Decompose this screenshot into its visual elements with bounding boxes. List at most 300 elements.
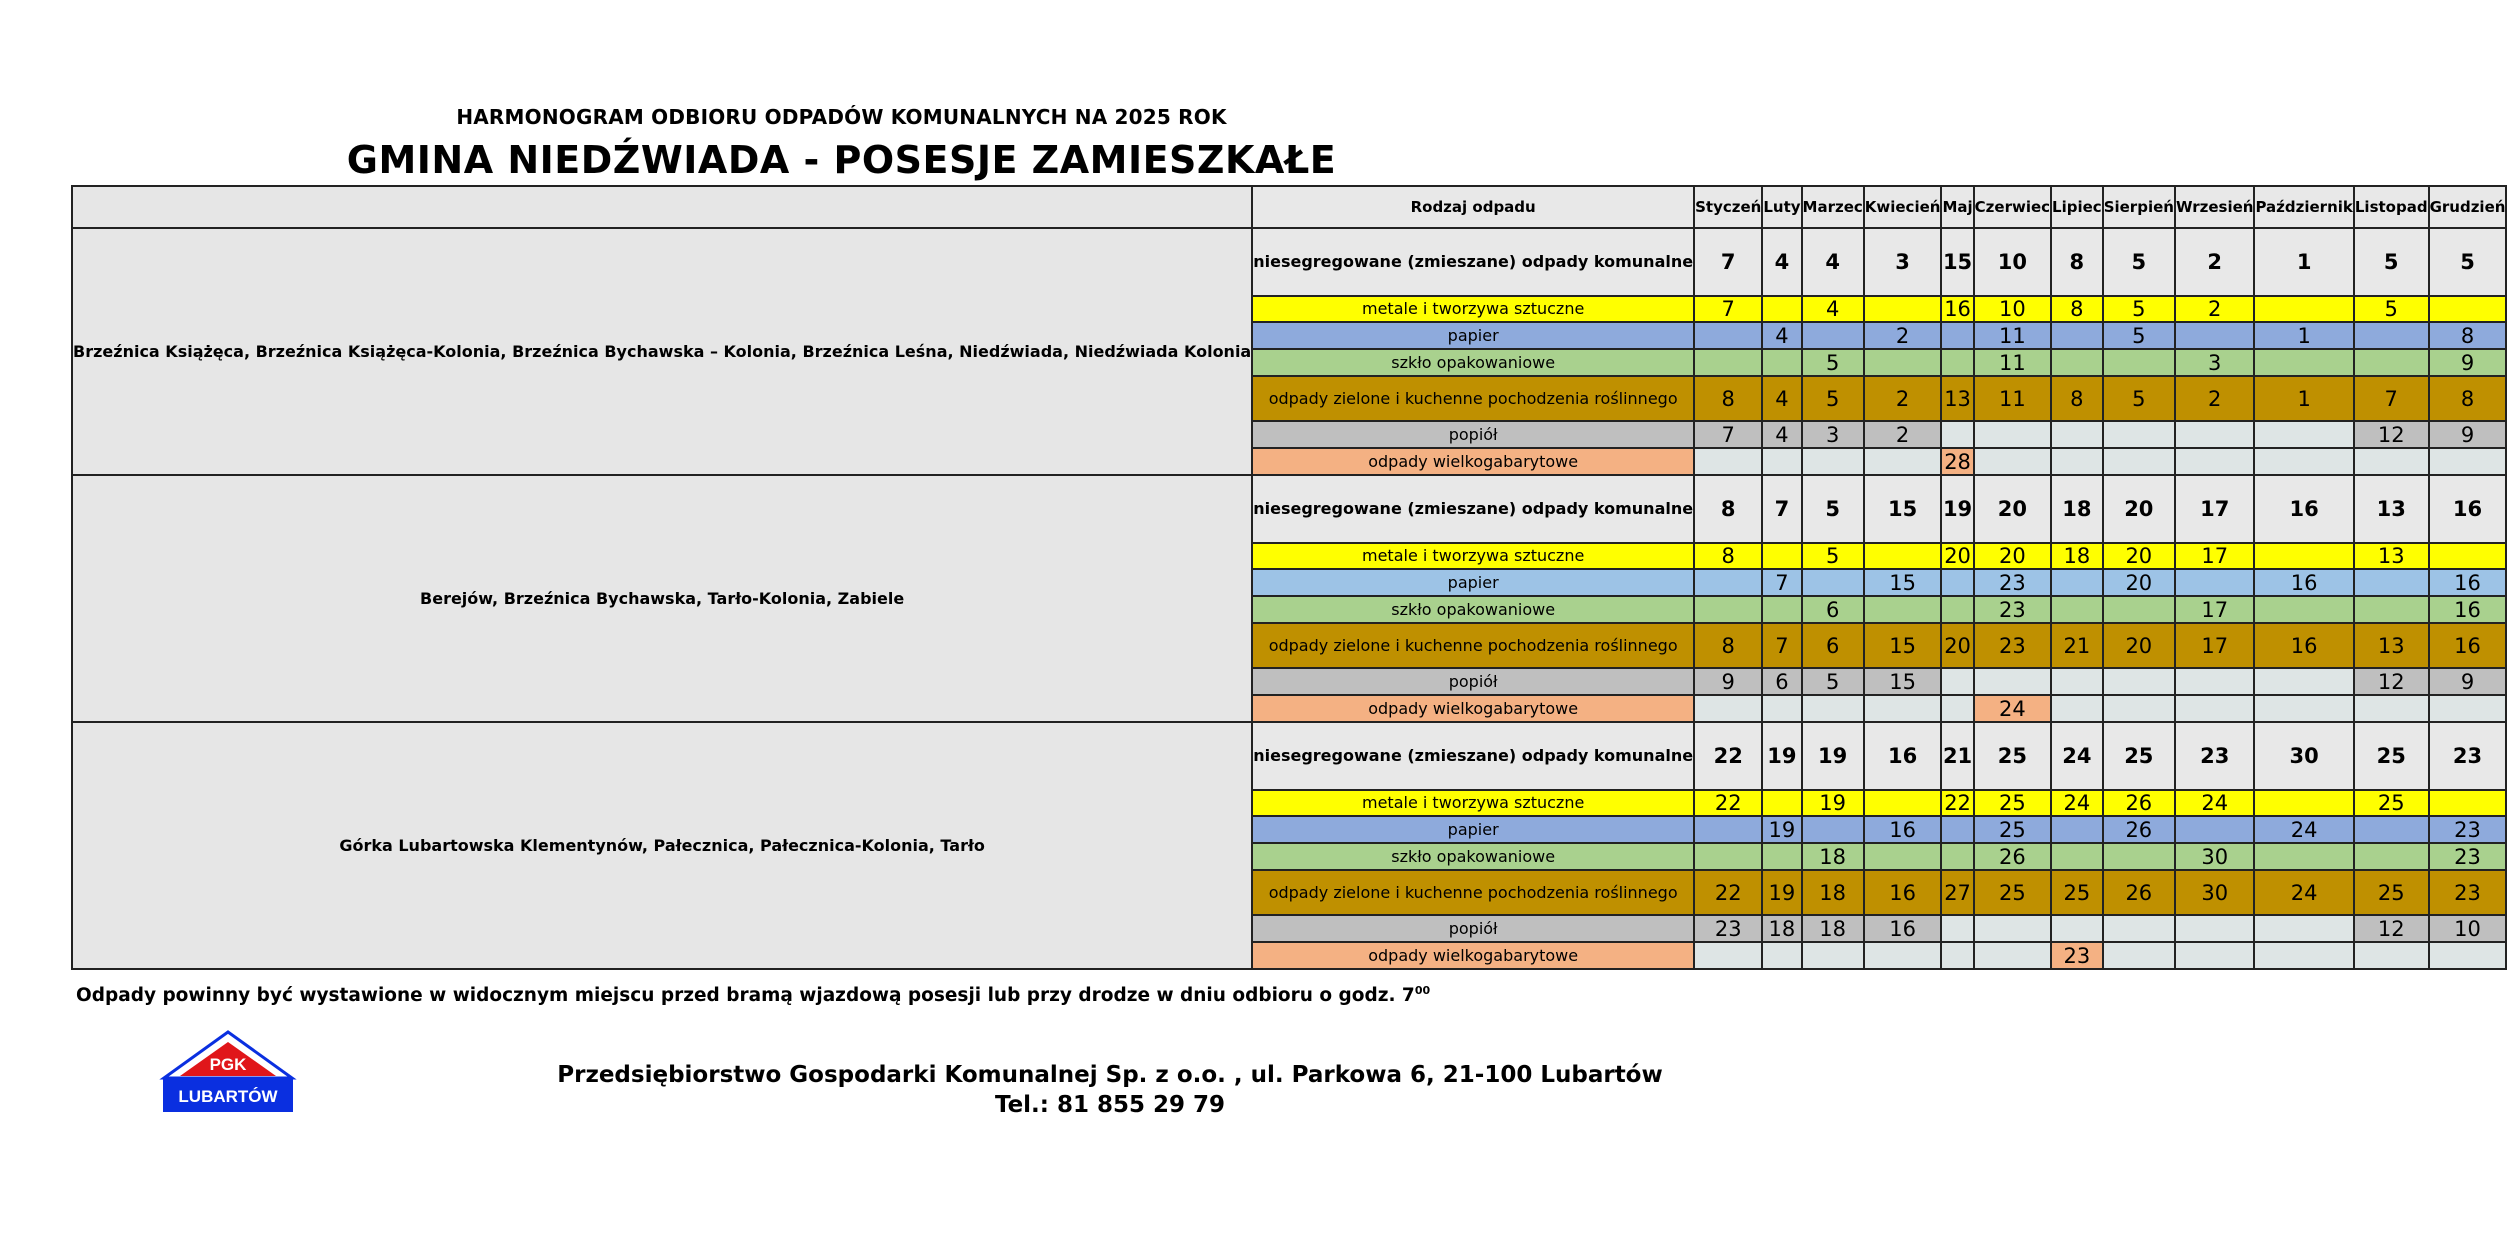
pickup-day-cell: 4	[1762, 322, 1801, 349]
month-header: Sierpień	[2103, 186, 2175, 228]
pickup-day-cell	[1974, 668, 2051, 695]
pickup-day-cell: 4	[1762, 228, 1801, 296]
pickup-day-cell: 12	[2354, 915, 2429, 942]
locations-cell: Berejów, Brzeźnica Bychawska, Tarło-Kolonia, Zabiele	[72, 475, 1252, 722]
pickup-day-cell: 11	[1974, 349, 2051, 376]
pickup-day-cell: 28	[1941, 448, 1973, 475]
pickup-day-cell	[2175, 322, 2255, 349]
pickup-day-cell: 16	[1864, 915, 1942, 942]
pickup-day-cell	[2354, 349, 2429, 376]
pickup-day-cell: 24	[2051, 722, 2103, 790]
pickup-day-cell: 30	[2175, 870, 2255, 915]
pickup-day-cell: 2	[1864, 376, 1942, 421]
pickup-day-cell: 26	[1974, 843, 2051, 870]
pickup-day-cell: 6	[1762, 668, 1801, 695]
waste-type-label: metale i tworzywa sztuczne	[1252, 296, 1694, 322]
document-title: GMINA NIEDŹWIADA - POSESJE ZAMIESZKAŁE	[346, 138, 1337, 182]
pickup-day-cell: 10	[1974, 296, 2051, 322]
pickup-day-cell: 16	[2254, 569, 2353, 596]
pickup-day-cell	[1941, 915, 1973, 942]
pickup-day-cell	[2254, 421, 2353, 448]
pickup-day-cell: 15	[1941, 228, 1973, 296]
pickup-day-cell: 9	[2429, 668, 2507, 695]
pickup-day-cell	[2354, 942, 2429, 969]
pickup-day-cell: 25	[2051, 870, 2103, 915]
pickup-day-cell: 17	[2175, 623, 2255, 668]
pickup-day-cell: 5	[1802, 668, 1864, 695]
pickup-day-cell: 15	[1864, 668, 1942, 695]
pickup-day-cell: 16	[1864, 870, 1942, 915]
month-header: Maj	[1941, 186, 1973, 228]
document-subtitle: HARMONOGRAM ODBIORU ODPADÓW KOMUNALNYCH NA 2025 ROK	[456, 105, 1227, 129]
pickup-day-cell: 9	[2429, 349, 2507, 376]
pickup-day-cell: 22	[1694, 870, 1762, 915]
pickup-day-cell: 25	[1974, 870, 2051, 915]
pickup-day-cell	[1762, 790, 1801, 816]
pickup-day-cell	[2051, 668, 2103, 695]
pickup-day-cell: 23	[2429, 722, 2507, 790]
pickup-day-cell: 15	[1864, 475, 1942, 543]
pickup-day-cell: 8	[1694, 623, 1762, 668]
pickup-day-cell: 20	[2103, 475, 2175, 543]
pickup-day-cell: 20	[1941, 623, 1973, 668]
pickup-day-cell: 19	[1802, 722, 1864, 790]
pickup-day-cell: 21	[2051, 623, 2103, 668]
pickup-day-cell: 7	[1762, 569, 1801, 596]
waste-type-label: papier	[1252, 569, 1694, 596]
pickup-day-cell	[1941, 421, 1973, 448]
pickup-day-cell	[1864, 843, 1942, 870]
pickup-day-cell	[1864, 790, 1942, 816]
pickup-day-cell: 9	[2429, 421, 2507, 448]
pickup-day-cell: 25	[2103, 722, 2175, 790]
pickup-day-cell: 26	[2103, 816, 2175, 843]
pickup-day-cell: 22	[1694, 790, 1762, 816]
pickup-day-cell: 4	[1762, 421, 1801, 448]
pickup-day-cell	[2175, 942, 2255, 969]
pickup-day-cell	[1941, 816, 1973, 843]
pickup-day-cell	[1802, 322, 1864, 349]
pickup-day-cell	[1974, 421, 2051, 448]
pickup-day-cell	[1941, 942, 1973, 969]
waste-type-header: Rodzaj odpadu	[1252, 186, 1694, 228]
pickup-day-cell: 13	[2354, 623, 2429, 668]
waste-type-label: odpady zielone i kuchenne pochodzenia roślinnego	[1252, 623, 1694, 668]
pickup-day-cell: 13	[2354, 543, 2429, 569]
pickup-day-cell	[2429, 790, 2507, 816]
pickup-day-cell: 8	[2051, 228, 2103, 296]
pickup-day-cell: 23	[2429, 816, 2507, 843]
note-text: Odpady powinny być wystawione w widocznym miejscu przed bramą wjazdową posesji lub przy drodze w dniu odbioru o godz. 7	[76, 985, 1415, 1007]
waste-type-label: niesegregowane (zmieszane) odpady komunalne	[1252, 722, 1694, 790]
month-header: Lipiec	[2051, 186, 2103, 228]
pickup-day-cell: 19	[1802, 790, 1864, 816]
month-header: Marzec	[1802, 186, 1864, 228]
pickup-day-cell: 25	[2354, 722, 2429, 790]
header-row	[72, 186, 2506, 228]
waste-type-label: niesegregowane (zmieszane) odpady komunalne	[1252, 228, 1694, 296]
pickup-day-cell	[2051, 695, 2103, 722]
pickup-day-cell: 18	[1802, 843, 1864, 870]
pickup-day-cell: 16	[2254, 475, 2353, 543]
pickup-day-cell	[1694, 349, 1762, 376]
pickup-day-cell	[2429, 448, 2507, 475]
pickup-day-cell	[2175, 421, 2255, 448]
pickup-day-cell	[2051, 448, 2103, 475]
pickup-day-cell: 10	[1974, 228, 2051, 296]
pickup-day-cell	[2175, 569, 2255, 596]
month-header: Wrzesień	[2175, 186, 2255, 228]
pickup-day-cell	[2175, 695, 2255, 722]
pickup-day-cell: 3	[2175, 349, 2255, 376]
pickup-day-cell	[2254, 843, 2353, 870]
pickup-day-cell: 18	[1762, 915, 1801, 942]
pickup-day-cell	[1694, 569, 1762, 596]
pickup-day-cell: 4	[1762, 376, 1801, 421]
pickup-day-cell: 19	[1762, 816, 1801, 843]
pickup-day-cell	[2103, 349, 2175, 376]
pickup-day-cell	[1864, 543, 1942, 569]
pickup-day-cell: 5	[2103, 296, 2175, 322]
pickup-day-cell: 1	[2254, 322, 2353, 349]
month-header: Listopad	[2354, 186, 2429, 228]
pickup-day-cell: 7	[1694, 421, 1762, 448]
company-phone: Tel.: 81 855 29 79	[994, 1092, 1226, 1118]
pickup-day-cell: 25	[1974, 722, 2051, 790]
pickup-day-cell: 16	[2429, 475, 2507, 543]
pickup-day-cell: 30	[2254, 722, 2353, 790]
pickup-day-cell: 20	[1941, 543, 1973, 569]
pgk-logo	[160, 1030, 296, 1116]
month-header: Grudzień	[2429, 186, 2507, 228]
pickup-day-cell: 23	[2429, 843, 2507, 870]
waste-type-label: odpady zielone i kuchenne pochodzenia roślinnego	[1252, 870, 1694, 915]
pickup-day-cell: 15	[1864, 569, 1942, 596]
pickup-day-cell: 23	[1694, 915, 1762, 942]
pickup-day-cell: 11	[1974, 376, 2051, 421]
pickup-day-cell: 5	[2103, 322, 2175, 349]
pickup-day-cell	[2103, 915, 2175, 942]
pickup-day-cell: 6	[1802, 596, 1864, 623]
pickup-day-cell: 27	[1941, 870, 1973, 915]
pickup-day-cell: 5	[1802, 376, 1864, 421]
waste-type-label: metale i tworzywa sztuczne	[1252, 543, 1694, 569]
pickup-day-cell	[2429, 543, 2507, 569]
pickup-day-cell: 19	[1762, 870, 1801, 915]
pickup-day-cell: 5	[2103, 228, 2175, 296]
month-header: Luty	[1762, 186, 1801, 228]
pickup-day-cell: 8	[1694, 543, 1762, 569]
pickup-day-cell: 17	[2175, 475, 2255, 543]
pickup-day-cell: 16	[1864, 722, 1942, 790]
waste-type-label: odpady wielkogabarytowe	[1252, 695, 1694, 722]
pickup-day-cell	[1762, 596, 1801, 623]
locations-cell: Górka Lubartowska Klementynów, Pałecznica, Pałecznica-Kolonia, Tarło	[72, 722, 1252, 969]
pickup-day-cell	[2051, 596, 2103, 623]
pickup-day-cell	[2429, 942, 2507, 969]
pickup-day-cell: 7	[1762, 475, 1801, 543]
waste-type-label: popiół	[1252, 668, 1694, 695]
pickup-day-cell	[2254, 448, 2353, 475]
pickup-day-cell	[2254, 349, 2353, 376]
pickup-day-cell	[1762, 843, 1801, 870]
schedule-row-mixed	[72, 228, 2506, 296]
pickup-day-cell: 16	[2429, 623, 2507, 668]
month-header: Styczeń	[1694, 186, 1762, 228]
pickup-day-cell: 3	[1864, 228, 1942, 296]
pickup-day-cell: 8	[2429, 322, 2507, 349]
pickup-day-cell: 6	[1802, 623, 1864, 668]
pickup-day-cell: 13	[2354, 475, 2429, 543]
pickup-day-cell: 17	[2175, 596, 2255, 623]
pickup-day-cell: 19	[1941, 475, 1973, 543]
pickup-day-cell: 7	[1762, 623, 1801, 668]
pickup-day-cell: 13	[1941, 376, 1973, 421]
pickup-day-cell: 5	[2429, 228, 2507, 296]
pickup-day-cell	[2175, 668, 2255, 695]
pickup-day-cell: 8	[1694, 475, 1762, 543]
pickup-day-cell	[1802, 569, 1864, 596]
pickup-day-cell: 12	[2354, 668, 2429, 695]
company-info	[535, 1060, 1685, 1120]
month-header: Kwiecień	[1864, 186, 1942, 228]
pickup-day-cell: 25	[1974, 790, 2051, 816]
pickup-day-cell	[1974, 942, 2051, 969]
pickup-day-cell	[1864, 596, 1942, 623]
pickup-day-cell	[2051, 816, 2103, 843]
pickup-day-cell	[2051, 569, 2103, 596]
pickup-day-cell: 19	[1762, 722, 1801, 790]
waste-type-label: szkło opakowaniowe	[1252, 349, 1694, 376]
pickup-day-cell	[2103, 942, 2175, 969]
pickup-day-cell	[1694, 695, 1762, 722]
pickup-day-cell: 8	[2051, 376, 2103, 421]
pickup-day-cell	[1864, 448, 1942, 475]
pickup-day-cell	[1762, 448, 1801, 475]
waste-type-label: metale i tworzywa sztuczne	[1252, 790, 1694, 816]
pickup-day-cell: 5	[1802, 349, 1864, 376]
pickup-day-cell: 8	[1694, 376, 1762, 421]
pickup-day-cell	[2051, 349, 2103, 376]
waste-type-label: odpady wielkogabarytowe	[1252, 448, 1694, 475]
pickup-day-cell: 8	[2051, 296, 2103, 322]
pickup-day-cell: 24	[1974, 695, 2051, 722]
pickup-day-cell	[1941, 349, 1973, 376]
pickup-day-cell: 5	[1802, 475, 1864, 543]
note-time-superscript: 00	[1414, 984, 1431, 997]
collection-time-note	[76, 984, 1430, 1006]
pickup-day-cell: 5	[2354, 296, 2429, 322]
pickup-day-cell	[2254, 296, 2353, 322]
pickup-day-cell: 26	[2103, 870, 2175, 915]
pickup-day-cell	[1941, 695, 1973, 722]
pickup-day-cell: 10	[2429, 915, 2507, 942]
pickup-day-cell	[1802, 695, 1864, 722]
pickup-day-cell	[1941, 322, 1973, 349]
waste-type-label: popiół	[1252, 421, 1694, 448]
waste-type-label: papier	[1252, 322, 1694, 349]
pickup-day-cell	[1694, 816, 1762, 843]
pickup-day-cell	[2354, 843, 2429, 870]
pickup-day-cell	[1802, 816, 1864, 843]
pickup-day-cell: 15	[1864, 623, 1942, 668]
pickup-day-cell	[2103, 421, 2175, 448]
pickup-day-cell: 7	[1694, 296, 1762, 322]
waste-type-label: odpady wielkogabarytowe	[1252, 942, 1694, 969]
pickup-day-cell: 5	[2103, 376, 2175, 421]
pickup-day-cell	[2103, 843, 2175, 870]
month-header: Czerwiec	[1974, 186, 2051, 228]
pickup-day-cell: 12	[2354, 421, 2429, 448]
pickup-day-cell: 4	[1802, 228, 1864, 296]
pickup-day-cell	[1694, 843, 1762, 870]
pickup-day-cell	[1762, 349, 1801, 376]
pickup-day-cell	[2103, 668, 2175, 695]
pickup-day-cell	[2175, 915, 2255, 942]
pickup-day-cell	[2354, 448, 2429, 475]
logo-bottom-text: LUBARTÓW	[178, 1087, 278, 1106]
pickup-day-cell: 24	[2051, 790, 2103, 816]
pickup-day-cell: 9	[1694, 668, 1762, 695]
pickup-day-cell: 23	[2175, 722, 2255, 790]
corner-cell	[72, 186, 1252, 228]
pickup-day-cell	[2103, 596, 2175, 623]
pickup-day-cell: 16	[1864, 816, 1942, 843]
pickup-day-cell	[1864, 695, 1942, 722]
pickup-day-cell	[1941, 596, 1973, 623]
waste-type-label: szkło opakowaniowe	[1252, 596, 1694, 623]
pickup-day-cell	[1762, 296, 1801, 322]
pickup-day-cell: 2	[2175, 296, 2255, 322]
pickup-day-cell	[1694, 596, 1762, 623]
pickup-day-cell: 24	[2175, 790, 2255, 816]
pickup-day-cell	[2254, 915, 2353, 942]
pickup-day-cell: 17	[2175, 543, 2255, 569]
pickup-day-cell	[2103, 448, 2175, 475]
pickup-day-cell	[2175, 816, 2255, 843]
pickup-day-cell: 16	[1941, 296, 1973, 322]
waste-type-label: popiół	[1252, 915, 1694, 942]
pickup-day-cell	[1974, 448, 2051, 475]
pickup-day-cell	[2051, 915, 2103, 942]
pickup-day-cell	[1694, 448, 1762, 475]
pickup-day-cell: 2	[2175, 228, 2255, 296]
collection-schedule-table	[71, 185, 2507, 970]
month-header: Październik	[2254, 186, 2353, 228]
pickup-day-cell	[2354, 695, 2429, 722]
pickup-day-cell: 25	[1974, 816, 2051, 843]
pickup-day-cell: 22	[1941, 790, 1973, 816]
pickup-day-cell	[2354, 596, 2429, 623]
pickup-day-cell: 7	[2354, 376, 2429, 421]
waste-type-label: odpady zielone i kuchenne pochodzenia roślinnego	[1252, 376, 1694, 421]
pickup-day-cell	[1694, 942, 1762, 969]
pickup-day-cell	[2254, 596, 2353, 623]
pickup-day-cell: 23	[1974, 623, 2051, 668]
pickup-day-cell: 16	[2429, 569, 2507, 596]
pickup-day-cell	[2254, 668, 2353, 695]
pickup-day-cell	[1864, 296, 1942, 322]
schedule-row-mixed	[72, 475, 2506, 543]
pickup-day-cell	[2429, 695, 2507, 722]
pickup-day-cell: 5	[1802, 543, 1864, 569]
pickup-day-cell: 24	[2254, 816, 2353, 843]
pickup-day-cell: 20	[2103, 569, 2175, 596]
pickup-day-cell	[1941, 668, 1973, 695]
pickup-day-cell	[1802, 942, 1864, 969]
pickup-day-cell: 5	[2354, 228, 2429, 296]
pickup-day-cell	[2254, 695, 2353, 722]
pickup-day-cell: 25	[2354, 790, 2429, 816]
pickup-day-cell	[1941, 843, 1973, 870]
pickup-day-cell: 2	[2175, 376, 2255, 421]
pickup-day-cell: 22	[1694, 722, 1762, 790]
pickup-day-cell: 23	[2051, 942, 2103, 969]
pickup-day-cell	[2254, 942, 2353, 969]
pickup-day-cell: 4	[1802, 296, 1864, 322]
pickup-day-cell	[2254, 543, 2353, 569]
pickup-day-cell: 2	[1864, 421, 1942, 448]
pickup-day-cell: 1	[2254, 228, 2353, 296]
pickup-day-cell: 24	[2254, 870, 2353, 915]
pickup-day-cell: 11	[1974, 322, 2051, 349]
pickup-day-cell: 8	[2429, 376, 2507, 421]
waste-type-label: szkło opakowaniowe	[1252, 843, 1694, 870]
pickup-day-cell	[1941, 569, 1973, 596]
pickup-day-cell	[2429, 296, 2507, 322]
pickup-day-cell	[2051, 322, 2103, 349]
pickup-day-cell: 20	[2103, 623, 2175, 668]
pickup-day-cell: 18	[2051, 475, 2103, 543]
pickup-day-cell	[2051, 843, 2103, 870]
pickup-day-cell	[2103, 695, 2175, 722]
pickup-day-cell	[1762, 695, 1801, 722]
pickup-day-cell	[1864, 349, 1942, 376]
pickup-day-cell	[1694, 322, 1762, 349]
pickup-day-cell: 18	[1802, 870, 1864, 915]
pickup-day-cell	[2354, 569, 2429, 596]
pickup-day-cell: 23	[1974, 569, 2051, 596]
pickup-day-cell	[1762, 942, 1801, 969]
pickup-day-cell	[1802, 448, 1864, 475]
pickup-day-cell: 1	[2254, 376, 2353, 421]
company-address: Przedsiębiorstwo Gospodarki Komunalnej Sp. z o.o. , ul. Parkowa 6, 21-100 Lubartów	[557, 1062, 1663, 1088]
pickup-day-cell	[2254, 790, 2353, 816]
locations-cell: Brzeźnica Książęca, Brzeźnica Książęca-Kolonia, Brzeźnica Bychawska – Kolonia, Brzeźnica Leśna, Niedźwiada, Niedźwiada Kolonia	[72, 228, 1252, 475]
pickup-day-cell	[1762, 543, 1801, 569]
pickup-day-cell: 23	[2429, 870, 2507, 915]
pgk-logo-graphic	[160, 1030, 296, 1116]
waste-type-label: papier	[1252, 816, 1694, 843]
pickup-day-cell	[1864, 942, 1942, 969]
pickup-day-cell: 20	[1974, 543, 2051, 569]
pickup-day-cell: 7	[1694, 228, 1762, 296]
pickup-day-cell: 26	[2103, 790, 2175, 816]
pickup-day-cell: 18	[2051, 543, 2103, 569]
pickup-day-cell	[2051, 421, 2103, 448]
waste-type-label: niesegregowane (zmieszane) odpady komunalne	[1252, 475, 1694, 543]
pickup-day-cell: 2	[1864, 322, 1942, 349]
pickup-day-cell: 16	[2254, 623, 2353, 668]
pickup-day-cell	[2175, 448, 2255, 475]
pickup-day-cell: 3	[1802, 421, 1864, 448]
pickup-day-cell	[2354, 816, 2429, 843]
pickup-day-cell: 25	[2354, 870, 2429, 915]
pickup-day-cell: 21	[1941, 722, 1973, 790]
pickup-day-cell: 30	[2175, 843, 2255, 870]
pickup-day-cell: 20	[2103, 543, 2175, 569]
pickup-day-cell: 23	[1974, 596, 2051, 623]
